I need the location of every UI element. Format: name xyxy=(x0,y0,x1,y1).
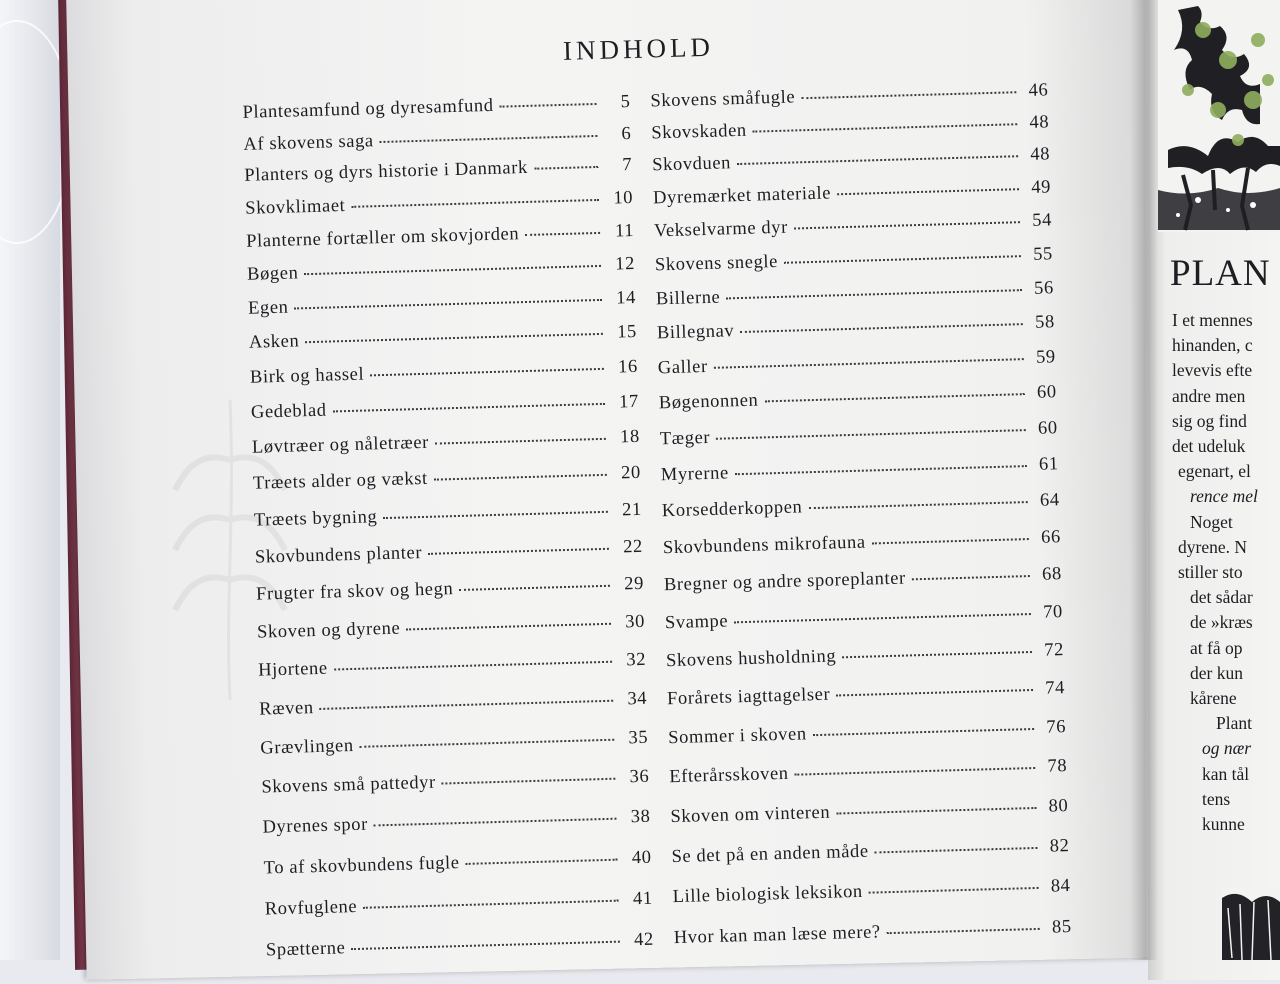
toc-entry-title: Af skovens saga xyxy=(243,130,374,155)
toc-entry-page: 60 xyxy=(1037,418,1059,439)
toc-entry-page: 36 xyxy=(629,767,650,788)
toc-entry-page: 49 xyxy=(1031,177,1052,199)
toc-entry-page: 41 xyxy=(632,888,653,910)
body-text-line: at få op xyxy=(1190,637,1243,658)
body-text-line: egenart, el xyxy=(1178,461,1251,482)
toc-dot-leader xyxy=(442,778,616,785)
toc-dot-leader xyxy=(836,807,1036,815)
body-text-line: levevis efte xyxy=(1172,360,1253,381)
toc-dot-leader xyxy=(784,255,1021,264)
body-text-line: stiller sto xyxy=(1178,562,1243,583)
toc-entry-title: Bregner og andre sporeplanter xyxy=(663,568,907,596)
toc-entry-page: 21 xyxy=(621,499,643,521)
toc-entry-page: 22 xyxy=(622,536,644,557)
toc-dot-leader xyxy=(737,156,1018,166)
toc-entry-page: 82 xyxy=(1049,835,1070,857)
toc-dot-leader xyxy=(333,402,605,412)
toc-entry-title: Gedeblad xyxy=(250,400,327,423)
toc-entry-title: Træets alder og vækst xyxy=(252,469,429,494)
toc-entry-page: 34 xyxy=(627,688,648,709)
toc-dot-leader xyxy=(363,899,619,908)
toc-entry-title: Svampe xyxy=(664,611,729,634)
toc-entry-page: 30 xyxy=(624,611,646,633)
toc-entry-page: 80 xyxy=(1048,795,1069,817)
toc-entry-title: Hjortene xyxy=(257,658,328,681)
body-text-line: andre men xyxy=(1172,385,1246,406)
toc-dot-leader xyxy=(842,651,1032,658)
toc-dot-leader xyxy=(525,232,600,236)
toc-entry-page: 74 xyxy=(1045,678,1066,699)
toc-entry-title: Planterne fortæller om skovjorden xyxy=(245,223,520,252)
toc-heading: INDHOLD xyxy=(562,31,715,66)
toc-entry-page: 48 xyxy=(1029,112,1050,133)
toc-entry-page: 14 xyxy=(615,287,637,309)
toc-entry-title: Myrerne xyxy=(660,463,730,486)
body-text-line: der kun xyxy=(1190,662,1243,683)
toc-entry-title: Skovbundens mikrofauna xyxy=(662,532,866,559)
body-text-line: og nær xyxy=(1202,738,1252,759)
tablecloth xyxy=(0,0,60,960)
toc-entry-page: 60 xyxy=(1036,382,1058,404)
toc-entry-title: Spætterne xyxy=(265,938,346,961)
body-text-line: det udeluk xyxy=(1172,436,1246,457)
toc-entry-page: 84 xyxy=(1050,876,1071,897)
toc-entry-title: Se det på en anden måde xyxy=(671,841,869,868)
toc-entry-title: Billegnav xyxy=(656,321,735,344)
toc-entry-title: Forårets iagttagelser xyxy=(666,684,831,710)
toc-dot-leader xyxy=(304,265,601,275)
toc-column-left xyxy=(242,92,654,983)
toc-dot-leader xyxy=(466,859,618,865)
toc-entry-page: 40 xyxy=(631,847,652,869)
body-text-line: Plant xyxy=(1216,713,1252,734)
toc-entry-title: Skovbundens planter xyxy=(254,542,423,568)
toc-dot-leader xyxy=(734,613,1031,623)
toc-entry-title: Efterårsskoven xyxy=(669,764,789,788)
toc-entry-title: Billerne xyxy=(655,287,721,310)
toc-entry-title: Korsedderkoppen xyxy=(661,497,803,522)
toc-entry-title: Skovens små pattedyr xyxy=(261,773,437,798)
toc-entry-title: Sommer i skoven xyxy=(667,724,807,749)
toc-dot-leader xyxy=(887,928,1040,934)
toc-dot-leader xyxy=(726,289,1022,299)
toc-entry-page: 64 xyxy=(1039,490,1061,512)
toc-entry-page: 61 xyxy=(1038,454,1060,475)
toc-entry-title: Planters og dyrs historie i Danmark xyxy=(244,158,529,187)
toc-entry-title: Skoven om vinteren xyxy=(670,802,831,828)
toc-entry-page: 68 xyxy=(1041,564,1063,586)
toc-dot-leader xyxy=(753,123,1018,132)
toc-dot-leader xyxy=(351,941,620,950)
toc-entry-page: 10 xyxy=(613,187,634,209)
toc-entry-title: Vekselvarme dyr xyxy=(653,218,789,242)
toc-entry-page: 38 xyxy=(630,807,651,828)
toc-entry-title: Rovfuglene xyxy=(264,896,358,920)
toc-entry-title: Skoven og dyrene xyxy=(256,618,401,643)
toc-entry-page: 56 xyxy=(1033,278,1055,299)
toc-entry-title: Skovskaden xyxy=(651,120,748,144)
toc-entry-page: 54 xyxy=(1031,210,1053,232)
toc-entry-title: Asken xyxy=(248,331,300,353)
body-text-line: rence mel xyxy=(1190,486,1258,507)
toc-column-right xyxy=(650,80,1072,969)
body-text-line: kan tål xyxy=(1202,763,1250,784)
toc-entry-page: 12 xyxy=(615,253,636,275)
toc-entry-page: 58 xyxy=(1034,312,1056,334)
toc-dot-leader xyxy=(374,818,617,827)
toc-entry-title: Skovens småfugle xyxy=(650,87,796,112)
toc-dot-leader xyxy=(434,474,607,481)
toc-entry-title: Hvor kan man læse mere? xyxy=(673,922,881,949)
body-text-line: kårene xyxy=(1190,688,1237,709)
toc-entry-page: 7 xyxy=(622,155,633,176)
toc-entry-page: 78 xyxy=(1047,756,1068,777)
toc-entry-title: Skovduen xyxy=(651,153,732,176)
body-text-line: sig og find xyxy=(1172,410,1247,431)
toc-entry-title: Ræven xyxy=(258,697,314,720)
toc-entry-title: Frugter fra skov og hegn xyxy=(255,579,454,605)
toc-dot-leader xyxy=(534,166,598,170)
toc-entry-title: Tæger xyxy=(659,427,711,450)
toc-entry-title: Træets bygning xyxy=(253,506,378,531)
tree-illustration xyxy=(1158,0,1280,232)
body-text-line: hinanden, c xyxy=(1172,335,1253,356)
toc-entry-page: 17 xyxy=(618,391,640,413)
toc-entry-page: 35 xyxy=(628,727,649,749)
toc-dot-leader xyxy=(428,547,609,554)
toc-entry-title: Egen xyxy=(247,297,289,319)
toc-entry-title: Galler xyxy=(657,357,708,379)
toc-entry-title: Bøgenonnen xyxy=(658,390,759,414)
toc-entry-title: To af skovbundens fugle xyxy=(263,852,460,879)
toc-entry-title: Skovens snegle xyxy=(654,251,779,276)
toc-entry-title: Birk og hassel xyxy=(249,364,365,388)
toc-dot-leader xyxy=(837,188,1019,195)
toc-entry-page: 32 xyxy=(626,649,647,671)
toc-dot-leader xyxy=(872,538,1029,544)
toc-entry-page: 76 xyxy=(1046,717,1067,738)
toc-dot-leader xyxy=(294,299,602,310)
toc-dot-leader xyxy=(794,222,1020,230)
toc-entry-page: 5 xyxy=(620,92,631,113)
toc-dot-leader xyxy=(813,728,1034,736)
toc-dot-leader xyxy=(808,501,1027,509)
toc-entry-page: 6 xyxy=(621,123,632,144)
body-text-line: kunne xyxy=(1202,814,1245,835)
toc-dot-leader xyxy=(875,847,1038,854)
next-chapter-text xyxy=(1172,308,1280,837)
toc-dot-leader xyxy=(714,358,1024,369)
toc-dot-leader xyxy=(716,429,1026,440)
body-text-line: dyrene. N xyxy=(1178,536,1248,557)
toc-dot-leader xyxy=(735,465,1027,475)
toc-dot-leader xyxy=(334,661,612,671)
toc-entry-page: 42 xyxy=(633,929,655,951)
table-of-contents xyxy=(200,0,1126,980)
toc-entry-page: 46 xyxy=(1028,80,1049,101)
body-text-line: Noget xyxy=(1190,511,1233,532)
next-chapter-heading: PLAN xyxy=(1170,253,1271,294)
toc-entry-page: 18 xyxy=(619,427,641,448)
toc-dot-leader xyxy=(383,510,608,518)
toc-entry-page: 16 xyxy=(617,356,639,378)
toc-entry-page: 72 xyxy=(1043,640,1065,661)
toc-dot-leader xyxy=(836,689,1033,696)
body-text-line: de »kræs xyxy=(1190,612,1253,633)
toc-dot-leader xyxy=(740,324,1023,334)
toc-entry-title: Løvtræer og nåletræer xyxy=(251,432,430,458)
toc-entry-page: 59 xyxy=(1035,347,1057,368)
toc-dot-leader xyxy=(912,575,1030,580)
toc-entry-page: 20 xyxy=(620,463,642,484)
toc-dot-leader xyxy=(320,699,614,709)
toc-dot-leader xyxy=(351,199,599,208)
toc-entry-title: Dyremærket materiale xyxy=(652,183,832,209)
toc-entry-title: Dyrenes spor xyxy=(262,815,369,838)
bottom-illustration xyxy=(1222,888,1280,960)
toc-entry-page: 11 xyxy=(614,220,635,242)
toc-entry-title: Plantesamfund og dyresamfund xyxy=(242,95,494,123)
toc-dot-leader xyxy=(406,622,611,630)
toc-entry-title: Skovklimaet xyxy=(245,195,346,219)
toc-entry-page: 48 xyxy=(1030,144,1051,166)
toc-dot-leader xyxy=(764,393,1024,402)
toc-entry-title: Skovens husholdning xyxy=(665,646,837,672)
toc-entry-page: 70 xyxy=(1042,602,1064,623)
body-text-line: det sådar xyxy=(1190,587,1253,608)
toc-dot-leader xyxy=(459,585,610,591)
toc-entry-title: Grævlingen xyxy=(260,735,354,759)
toc-dot-leader xyxy=(869,887,1039,894)
toc-entry-page: 15 xyxy=(616,321,638,343)
toc-entry-title: Lille biologisk leksikon xyxy=(672,882,864,908)
toc-entry-page: 55 xyxy=(1032,244,1054,265)
toc-dot-leader xyxy=(360,738,615,747)
toc-dot-leader xyxy=(795,767,1036,776)
toc-dot-leader xyxy=(500,103,597,108)
toc-dot-leader xyxy=(380,134,598,142)
toc-dot-leader xyxy=(801,91,1016,99)
book-gutter xyxy=(1130,0,1158,960)
toc-dot-leader xyxy=(305,333,603,343)
toc-entry-page: 29 xyxy=(623,573,645,595)
toc-entry-title: Bøgen xyxy=(246,263,299,285)
toc-entry-page: 85 xyxy=(1051,917,1072,938)
toc-dot-leader xyxy=(370,367,604,376)
body-text-line: tens xyxy=(1202,788,1231,809)
body-text-line: I et mennes xyxy=(1172,310,1253,330)
toc-entry-page: 66 xyxy=(1040,527,1062,548)
toc-dot-leader xyxy=(435,438,606,445)
